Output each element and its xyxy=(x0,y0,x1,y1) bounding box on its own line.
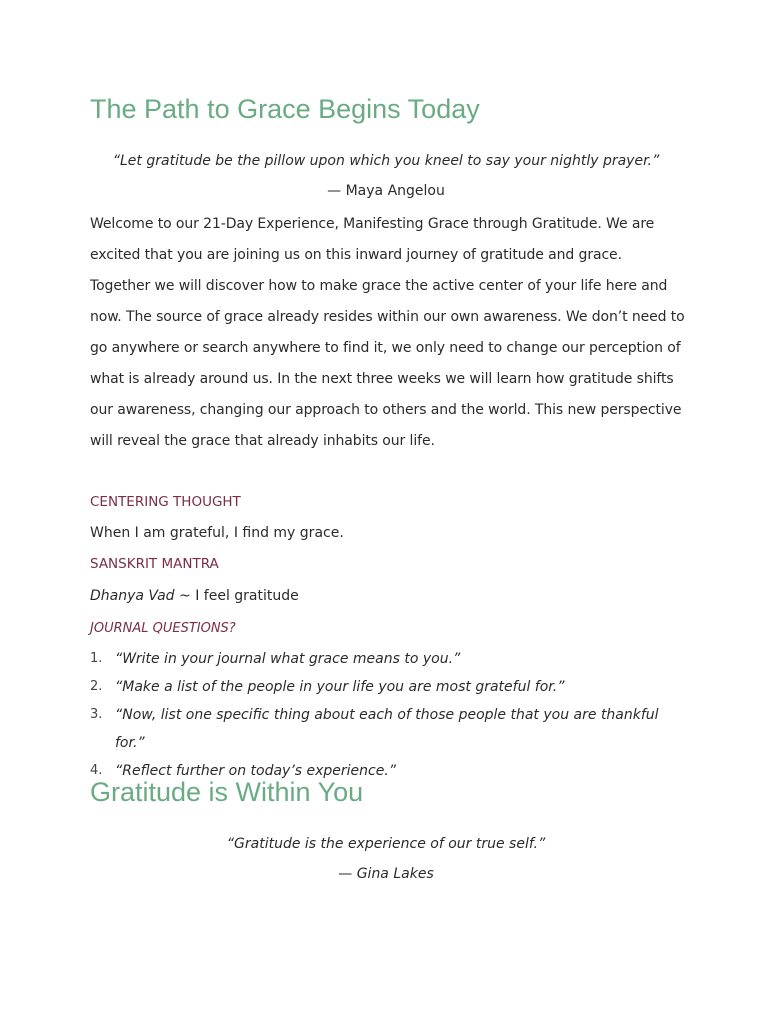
sanskrit-mantra-label: SANSKRIT MANTRA xyxy=(90,556,219,572)
journal-question xyxy=(90,673,690,701)
centering-thought-label: CENTERING THOUGHT xyxy=(90,494,241,510)
section-heading-path-to-grace: The Path to Grace Begins Today xyxy=(90,94,480,124)
question-text: “Make a list of the people in your life you are most grateful for.” xyxy=(115,679,565,695)
question-text: “Reflect further on today’s experience.” xyxy=(115,763,397,779)
journal-questions-label: JOURNAL QUESTIONS? xyxy=(90,621,236,636)
question-number: 4. xyxy=(90,763,103,778)
epigraph-quote-2: “Gratitude is the experience of our true self.” xyxy=(226,836,546,852)
question-number: 1. xyxy=(90,651,103,666)
journal-question xyxy=(90,701,690,757)
epigraph-attribution: — Maya Angelou xyxy=(327,183,445,199)
question-text: “Write in your journal what grace means to you.” xyxy=(115,651,461,667)
epigraph-quote: “Let gratitude be the pillow upon which you kneel to say your nightly prayer.” xyxy=(112,153,660,169)
question-number: 3. xyxy=(90,707,103,722)
journal-question xyxy=(90,645,690,673)
mantra-term: Dhanya Vad xyxy=(90,588,175,604)
question-number: 2. xyxy=(90,679,103,694)
centering-thought-text: When I am grateful, I find my grace. xyxy=(90,525,344,541)
journal-questions-list xyxy=(90,645,690,785)
mantra-meaning: ~ I feel gratitude xyxy=(174,588,299,604)
epigraph-attribution-2: — Gina Lakes xyxy=(338,866,434,882)
sanskrit-mantra-line xyxy=(90,589,299,603)
question-text: “Now, list one specific thing about each of those people that you are thankful for.” xyxy=(115,707,659,751)
welcome-paragraph: Welcome to our 21-Day Experience, Manifesting Grace through Gratitude. We are excited that you are joining us on this inward journey of gratitude and grace. Together we will discover how to make grace the active center of your life here and now. The source of grace already resides within our own awareness. We don’t need to go anywhere or search anywhere to find it, we only need to change our perception of what is already around us. In the next three weeks we will learn how gratitude shifts our awareness, changing our approach to others and the world. This new perspective will reveal the grace that already inhabits our life. xyxy=(90,216,685,449)
section-heading-gratitude-within: Gratitude is Within You xyxy=(90,777,364,807)
